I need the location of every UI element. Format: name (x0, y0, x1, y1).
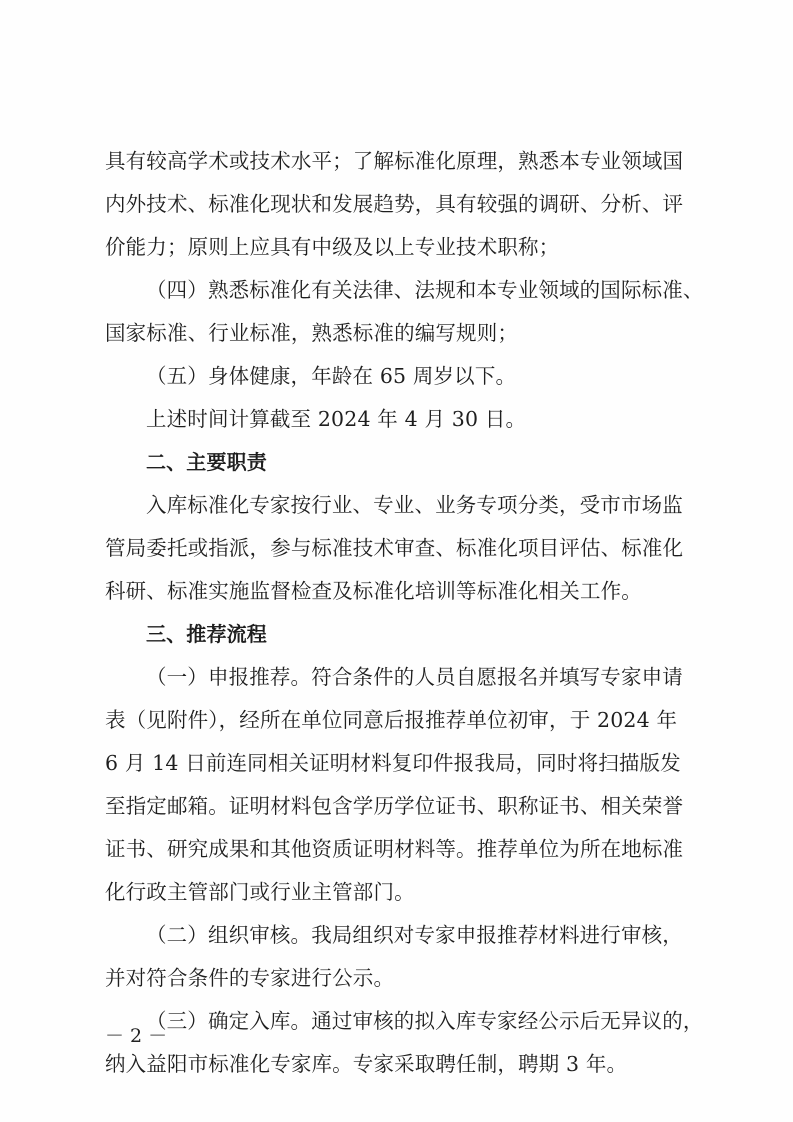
paragraph-line: 至指定邮箱。证明材料包含学历学位证书、职称证书、相关荣誉 (105, 794, 684, 818)
paragraph-line: 证书、研究成果和其他资质证明材料等。推荐单位为所在地标准 (105, 837, 684, 861)
paragraph-line: 价能力；原则上应具有中级及以上专业技术职称； (105, 235, 560, 259)
paragraph-line: 上述时间计算截至 2024 年 4 月 30 日。 (146, 407, 527, 431)
paragraph-line: （五）身体健康，年龄在 65 周岁以下。 (146, 364, 517, 388)
page-number: － 2 － (105, 1025, 168, 1047)
paragraph-line: 入库标准化专家按行业、专业、业务专项分类，受市市场监 (146, 493, 683, 517)
paragraph-line: （一）申报推荐。符合条件的人员自愿报名并填写专家申请 (146, 665, 683, 689)
paragraph-line: 国家标准、行业标准，熟悉标准的编写规则； (105, 321, 518, 345)
paragraph-line: （三）确定入库。通过审核的拟入库专家经公示后无异议的， (146, 1009, 704, 1033)
paragraph-line: 6 月 14 日前连同相关证明材料复印件报我局，同时将扫描版发 (105, 751, 681, 775)
paragraph-line: （二）组织审核。我局组织对专家申报推荐材料进行审核， (146, 923, 683, 947)
paragraph-line: 表（见附件），经所在单位同意后报推荐单位初审，于 2024 年 (105, 708, 678, 732)
paragraph-line: 内外技术、标准化现状和发展趋势，具有较强的调研、分析、评 (105, 192, 684, 216)
paragraph-line: 具有较高学术或技术水平；了解标准化原理，熟悉本专业领域国 (105, 149, 684, 173)
paragraph-line: 并对符合条件的专家进行公示。 (105, 966, 395, 990)
paragraph-line: 纳入益阳市标准化专家库。专家采取聘任制，聘期 3 年。 (105, 1052, 628, 1076)
paragraph-line: （四）熟悉标准化有关法律、法规和本专业领域的国际标准、 (146, 278, 704, 302)
paragraph-line: 科研、标准实施监督检查及标准化培训等标准化相关工作。 (105, 579, 642, 603)
paragraph-line: 管局委托或指派，参与标准技术审查、标准化项目评估、标准化 (105, 536, 684, 560)
section-heading-process: 三、推荐流程 (146, 622, 267, 646)
paragraph-line: 化行政主管部门或行业主管部门。 (105, 880, 415, 904)
section-heading-duties: 二、主要职责 (146, 450, 267, 474)
document-body (105, 140, 705, 1086)
